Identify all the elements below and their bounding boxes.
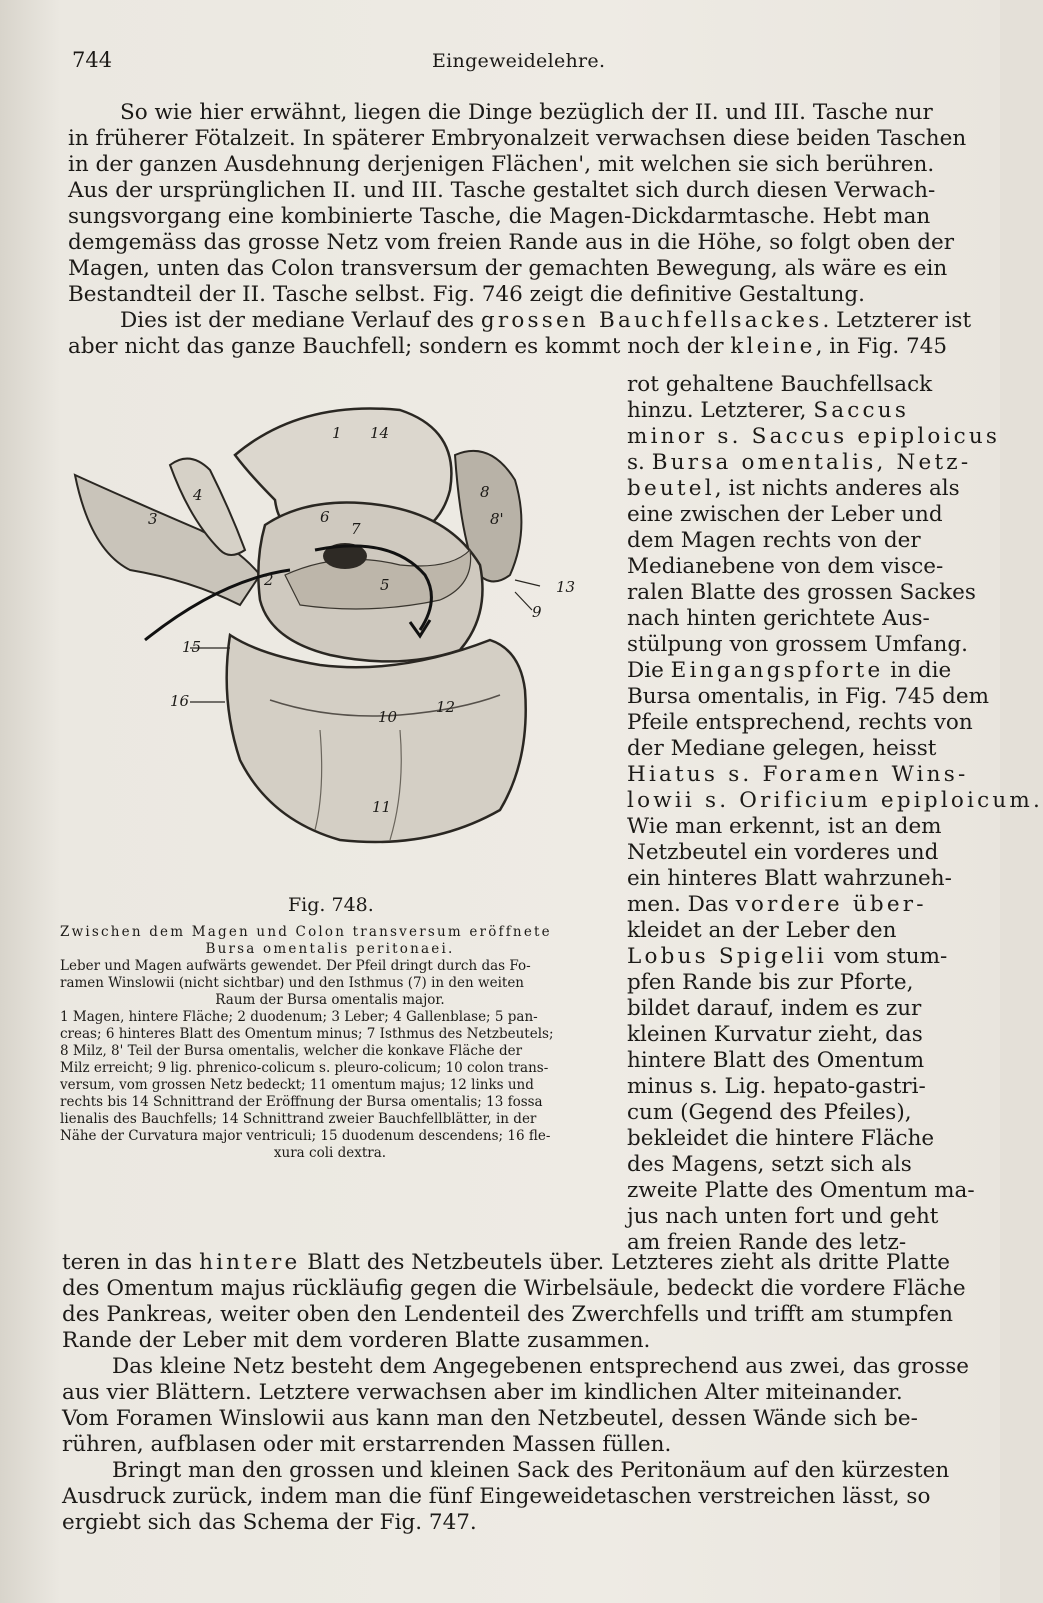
emphasis-text: grossen Bauchfellsackes — [480, 308, 823, 333]
figure-label: 10 — [378, 708, 398, 726]
figure-label: 4 — [193, 486, 203, 504]
caption-title: Zwischen dem Magen und Colon transversum eröffnete — [60, 924, 552, 940]
text-line: rühren, aufblasen oder mit erstarrenden Massen füllen. — [62, 1432, 672, 1457]
text-line: ralen Blatte des grossen Sackes — [627, 580, 976, 605]
text-run: Dies ist der mediane Verlauf des — [120, 308, 481, 333]
text-line: minus s. Lig. hepato-gastri- — [627, 1074, 926, 1099]
figure-label: 14 — [370, 424, 390, 442]
caption-line: xura coli dextra. — [273, 1145, 387, 1161]
text-line: dem Magen rechts von der — [627, 528, 921, 553]
text-line: Rande der Leber mit dem vorderen Blatte zusammen. — [62, 1328, 651, 1353]
text-run: vom stum- — [826, 944, 948, 969]
text-line — [627, 788, 1043, 814]
text-line — [68, 334, 947, 360]
text-line — [627, 450, 971, 476]
text-run: , ist nichts anderes als — [714, 476, 960, 501]
figure-label: 13 — [556, 578, 576, 596]
text-line — [627, 372, 932, 398]
emphasis-text: beutel — [627, 476, 715, 501]
caption-line: versum, vom grossen Netz bedeckt; 11 omentum majus; 12 links und — [60, 1077, 534, 1093]
text-line: pfen Rande bis zur Pforte, — [627, 970, 914, 995]
figure-label: 6 — [320, 508, 330, 526]
text-run: hinzu. Letzterer, — [627, 398, 814, 423]
figure-label: 16 — [170, 692, 190, 710]
page-header — [72, 48, 948, 78]
text-line: hintere Blatt des Omentum — [627, 1048, 925, 1073]
caption-line: Nähe der Curvatura major ventriculi; 15 duodenum descendens; 16 fle- — [60, 1128, 551, 1144]
figure-label: 15 — [182, 638, 202, 656]
text-line: Das kleine Netz besteht dem Angegebenen entsprechend aus zwei, das grosse — [112, 1354, 969, 1379]
emphasis-text: Lobus Spigelii — [627, 944, 827, 969]
text-line — [627, 892, 927, 918]
figure-caption — [60, 924, 600, 1162]
page-number: 744 — [72, 48, 113, 72]
text-line: der Mediane gelegen, heisst — [627, 736, 937, 761]
text-line: des Magens, setzt sich als — [627, 1152, 912, 1177]
caption-line: Leber und Magen aufwärts gewendet. Der Pfeil dringt durch das Fo- — [60, 958, 531, 974]
text-line: Bringt man den grossen und kleinen Sack des Peritonäum auf den kürzesten — [112, 1458, 950, 1483]
text-line — [120, 308, 971, 334]
text-line: Bursa omentalis, in Fig. 745 dem — [627, 684, 989, 709]
caption-line: rechts bis 14 Schnittrand der Eröffnung der Bursa omentalis; 13 fossa — [60, 1094, 543, 1110]
text-run: . Letzterer ist — [822, 308, 972, 333]
figure-label: 9 — [532, 603, 542, 621]
text-line: Bestandteil der II. Tasche selbst. Fig. 746 zeigt die definitive Gestaltung. — [68, 282, 865, 307]
caption-line: ramen Winslowii (nicht sichtbar) und den Isthmus (7) in den weiten — [60, 975, 525, 991]
figure-label: 8 — [480, 483, 490, 501]
text-line: nach hinten gerichtete Aus- — [627, 606, 930, 631]
text-line: ein hinteres Blatt wahrzuneh- — [627, 866, 952, 891]
text-line: aus vier Blättern. Letztere verwachsen aber im kindlichen Alter miteinander. — [62, 1380, 903, 1405]
text-line: Netzbeutel ein vorderes und — [627, 840, 939, 865]
text-line: Medianebene von dem visce- — [627, 554, 944, 579]
emphasis-text: kleine — [730, 334, 816, 359]
text-run: s. — [627, 450, 652, 475]
text-run: Blatt des Netzbeutels über. Letzteres zieht als dritte Platte — [300, 1250, 950, 1275]
caption-title: Bursa omentalis peritonaei. — [205, 941, 455, 957]
text-line: So wie hier erwähnt, liegen die Dinge bezüglich der II. und III. Tasche nur — [120, 100, 933, 125]
text-run: rot gehaltene Bauchfellsack — [627, 372, 933, 397]
text-line — [627, 944, 947, 970]
emphasis-text: lowii s. Orificium epiploicum. — [627, 788, 1043, 813]
caption-line: lienalis des Bauchfells; 14 Schnittrand zweier Bauchfellblätter, in der — [60, 1111, 537, 1127]
text-run: in die — [883, 658, 952, 683]
text-line: in früherer Fötalzeit. In späterer Embryonalzeit verwachsen diese beiden Taschen — [68, 126, 967, 151]
text-line: Wie man erkennt, ist an dem — [627, 814, 942, 839]
text-line — [62, 1250, 950, 1276]
text-line: sungsvorgang eine kombinierte Tasche, die Magen-Dickdarmtasche. Hebt man — [68, 204, 931, 229]
text-line: des Pankreas, weiter oben den Lendenteil des Zwerchfells und trifft am stumpfen — [62, 1302, 953, 1327]
text-line: ergiebt sich das Schema der Fig. 747. — [62, 1510, 477, 1535]
text-run: , in Fig. 745 — [815, 334, 948, 359]
figure-label: 2 — [264, 571, 274, 589]
caption-line: 1 Magen, hintere Fläche; 2 duodenum; 3 Leber; 4 Gallenblase; 5 pan- — [60, 1009, 538, 1025]
figure-title: Fig. 748. — [288, 894, 374, 916]
text-run: teren in das — [62, 1250, 200, 1275]
figure-label: 3 — [148, 510, 158, 528]
text-line: cum (Gegend des Pfeiles), — [627, 1100, 912, 1125]
text-line — [627, 762, 968, 788]
emphasis-text: hintere — [199, 1250, 301, 1275]
figure-label: 12 — [436, 698, 456, 716]
text-line: bildet darauf, indem es zur — [627, 996, 922, 1021]
text-line: des Omentum majus rückläufig gegen die Wirbelsäule, bedeckt die vordere Fläche — [62, 1276, 966, 1301]
text-line — [627, 398, 909, 424]
text-line: in der ganzen Ausdehnung derjenigen Flächen', mit welchen sie sich berühren. — [68, 152, 935, 177]
text-line: bekleidet die hintere Fläche — [627, 1126, 935, 1151]
figure-label: 8' — [490, 510, 504, 528]
figure-label: 11 — [372, 798, 392, 816]
figure-label: 7 — [351, 520, 361, 538]
text-line: eine zwischen der Leber und — [627, 502, 943, 527]
text-line: Aus der ursprünglichen II. und III. Tasche gestaltet sich durch diesen Verwach- — [68, 178, 936, 203]
text-line — [627, 476, 960, 502]
emphasis-text: Saccus — [813, 398, 910, 423]
text-line: kleinen Kurvatur zieht, das — [627, 1022, 923, 1047]
text-line: Ausdruck zurück, indem man die fünf Eingeweidetaschen verstreichen lässt, so — [62, 1484, 931, 1509]
text-line: Pfeile entsprechend, rechts von — [627, 710, 973, 735]
emphasis-text: Bursa omentalis, Netz- — [651, 450, 972, 475]
emphasis-text: vordere über- — [735, 892, 927, 917]
running-head: Eingeweidelehre. — [432, 50, 606, 72]
emphasis-text: Eingangspforte — [670, 658, 884, 683]
text-run: Die — [627, 658, 671, 683]
text-line: am freien Rande des letz- — [627, 1230, 907, 1255]
text-line: demgemäss das grosse Netz vom freien Rande aus in die Höhe, so folgt oben der — [68, 230, 955, 255]
text-line: Vom Foramen Winslowii aus kann man den Netzbeutel, dessen Wände sich be- — [62, 1406, 918, 1431]
figure-label: 1 — [332, 424, 342, 442]
caption-line: Raum der Bursa omentalis major. — [215, 992, 445, 1008]
text-line — [627, 424, 1000, 450]
caption-line: 8 Milz, 8' Teil der Bursa omentalis, welcher die konkave Fläche der — [60, 1043, 523, 1059]
text-run: men. Das — [627, 892, 736, 917]
text-run: aber nicht das ganze Bauchfell; sondern es kommt noch der — [68, 334, 731, 359]
emphasis-text: Hiatus s. Foramen Wins- — [627, 762, 969, 787]
figure-label: 5 — [380, 576, 390, 594]
anatomical-figure — [70, 400, 610, 870]
text-line — [627, 658, 951, 684]
text-line: kleidet an der Leber den — [627, 918, 897, 943]
caption-line: Milz erreicht; 9 lig. phrenico-colicum s. pleuro-colicum; 10 colon trans- — [60, 1060, 549, 1076]
text-line: zweite Platte des Omentum ma- — [627, 1178, 975, 1203]
text-line: stülpung von grossem Umfang. — [627, 632, 968, 657]
figure-drawing — [70, 400, 610, 870]
emphasis-text: minor s. Saccus epiploicus — [627, 424, 1001, 449]
caption-line: creas; 6 hinteres Blatt des Omentum minus; 7 Isthmus des Netzbeutels; — [60, 1026, 554, 1042]
text-line: Magen, unten das Colon transversum der gemachten Bewegung, als wäre es ein — [68, 256, 948, 281]
text-line: jus nach unten fort und geht — [627, 1204, 939, 1229]
